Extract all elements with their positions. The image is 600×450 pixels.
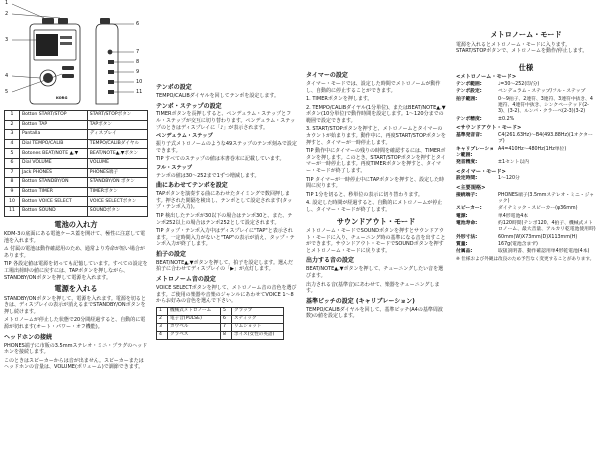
timer-step: 1. TIMERボタンを押します。	[306, 96, 373, 103]
parts-cell: STANDBY/ON ボタン	[87, 178, 147, 188]
spec-key: 外形寸法:	[456, 234, 478, 240]
parts-cell: 11	[5, 206, 20, 216]
parts-cell: ディスプレイ	[87, 130, 147, 140]
parts-cell: TIMERボタン	[87, 187, 147, 197]
battery-warning: ⚠ 付属の電池は動作確認用のため、通常より寿命が短い場合があります。	[4, 246, 145, 259]
callout-7: 7	[136, 49, 140, 55]
spec-key: スピーカー:	[456, 206, 482, 212]
spec-footnote: ※ 仕様および外観は改良のため予告なく変更することがあります。	[456, 256, 595, 262]
parts-cell: 7	[5, 168, 20, 178]
parts-row	[5, 149, 148, 159]
battery-title: 電池の入れ方	[54, 219, 98, 229]
spec-key: 拍子範囲:	[456, 96, 478, 102]
spec-main-rows	[456, 193, 596, 256]
parts-row	[5, 120, 148, 130]
timer-step: TIP タイマーが一時停止中にTAPボタンを押すと、設定した時間に戻ります。	[306, 176, 445, 190]
spec-row	[456, 221, 596, 234]
device-illustration	[4, 0, 148, 110]
timer-step: 2. TEMPO/CALIBダイヤル(1分単位)、またはBEAT/NOTE▲,▼ボタン(10分単位)で動作時間を設定します。1～120分までの範囲で設定できます。	[306, 104, 446, 124]
callout-1: 1	[5, 0, 9, 6]
parts-cell: 4	[5, 139, 20, 149]
spec-row	[456, 242, 596, 248]
spec-value: A4=410Hz～480Hz(1Hz単位)	[498, 146, 567, 152]
spec-value: 167g(電池含まず)	[498, 241, 538, 247]
spec-row	[456, 133, 596, 146]
parts-cell: Botones BEAT/NOTE ▲,▼	[20, 149, 88, 159]
voice-cell: 5	[221, 307, 232, 315]
parts-table	[4, 110, 148, 217]
parts-cell: Botton SOUND	[20, 206, 88, 216]
spec-key: テンポ範囲:	[456, 82, 482, 88]
callout-2: 2	[5, 11, 9, 17]
spec-sound-head: <サウンドアウト・モード>	[456, 125, 522, 132]
spec-value: PHONES端子(3.5mmステレオ・ミニ・ジャック)	[498, 192, 595, 204]
spec-value: ペンデュラム・ステップ/フル・ステップ	[498, 89, 586, 95]
spec-row	[456, 147, 596, 160]
spec-row	[456, 206, 596, 212]
spec-metro-head: <メトロノーム・モード>	[456, 74, 517, 81]
column-parts	[4, 0, 148, 373]
spec-row	[456, 249, 596, 255]
parts-cell: BEAT/NOTE▲,▼ボタン	[87, 149, 147, 159]
parts-cell: Dial TEMPO/CALIB	[20, 139, 88, 149]
timer-title: タイマーの設定	[306, 72, 348, 79]
voice-row	[157, 331, 284, 339]
headphone-text: PHONES端子に市販の3.5mmステレオ・ミニ・プラグのヘッドホンを接続します。	[4, 342, 148, 356]
parts-row	[5, 206, 148, 216]
spec-key: 発音精度:	[456, 160, 478, 166]
pendulum-title: ペンデュラム・ステップ	[156, 133, 213, 140]
beat-text: BEAT/NOTE▲,▼ボタンを押して、拍子を設定します。選んだ拍子に合わせてディスプレイの「▶」が点灯します。	[156, 259, 294, 273]
callout-4: 4	[5, 73, 9, 79]
metronome-diagram	[4, 0, 148, 110]
parts-cell: Botton START/STOP	[20, 111, 88, 121]
parts-cell: TAPボタン	[87, 120, 147, 130]
pendulum-tip: TIP すべてのステップの値は本書巻末に記載しています。	[156, 156, 285, 163]
model-label: KDM-3	[40, 26, 52, 30]
spec-key: テンポ設定:	[456, 89, 482, 95]
mode-text: 電源を入れるとメトロノーム・モードに入ります。START/STOPボタンで、メトロノームを動作/停止します。	[456, 41, 588, 55]
callout-10: 10	[136, 79, 143, 85]
parts-row	[5, 168, 148, 178]
parts-cell: Botton VOICE SELECT	[20, 197, 88, 207]
spec-metro-rows	[456, 82, 596, 123]
voice-cell: 機械式メトロノーム	[168, 307, 221, 315]
parts-cell: Dial VOLUME	[20, 158, 88, 168]
soundout-tune: 出力される音(基準音)にあわせて、楽器をチューニングします。	[306, 281, 440, 295]
tempo-title: テンポの設定	[156, 84, 192, 91]
spec-value: 単4形電池4本	[498, 213, 529, 219]
full-text: テンポの値は30～252まで1ずつ増減します。	[156, 172, 260, 179]
tempo-text: TEMPO/CALIBダイヤルを回してテンポを設定します。	[156, 92, 279, 99]
parts-cell: VOICE SELECTボタン	[87, 197, 147, 207]
parts-cell: SOUNDボタン	[87, 206, 147, 216]
voice-cell: 電子音(PULSE)	[168, 315, 221, 323]
callout-9: 9	[136, 69, 140, 75]
voice-cell: カウベル	[168, 323, 221, 331]
soundout-text: BEAT/NOTE▲,▼ボタンを押して、チューニングしたい音を選びます。	[306, 266, 444, 279]
callout-11: 11	[136, 89, 143, 95]
sound-text: メトロノーム・モードでSOUNDボタンを押すとサウンドアウト・モードに入り、チューニング時の基準になる音を出すことができます。サウンドアウト・モードでSOUNDボタンを押すとメトロノーム・モードに戻ります。	[306, 228, 446, 254]
spec-key: 質量:	[456, 241, 468, 247]
parts-row	[5, 130, 148, 140]
spec-key: 電源:	[456, 213, 468, 219]
parts-row	[5, 187, 148, 197]
spec-value: ダイナミック・スピーカー(φ36mm)	[498, 206, 578, 212]
voice-cell: スティック	[232, 315, 284, 323]
spec-row	[456, 235, 596, 241]
spec-value: 0～9拍子、2連符、3連符、3連符中抜き、4連符、4連符中抜き、シンクペーテッド(2-3)、(3-2)、ルンバ・クラーベ(2-3)(3-2)	[498, 96, 593, 115]
pitch-title: 基準ピッチの設定 (キャリブレーション)	[306, 297, 415, 305]
pendulum-text: 振り子式メトロノームのような49ステップのテンポ刻みで設定できます。	[156, 141, 297, 154]
voice-cell: クラップ	[232, 307, 284, 315]
spec-value: ±1セント以内	[498, 160, 530, 166]
voice-table	[156, 307, 284, 340]
voice-row	[157, 307, 284, 315]
column-timer	[306, 0, 446, 322]
parts-cell: TEMPO/CALIBダイヤル	[87, 139, 147, 149]
spec-key: 接続端子:	[456, 192, 478, 198]
parts-row	[5, 158, 148, 168]
parts-cell: Botton STANDBY/ON	[20, 178, 88, 188]
spec-timer-rows	[456, 176, 596, 182]
parts-cell: START/STOPボタン	[87, 111, 147, 121]
parts-row	[5, 139, 148, 149]
battery-text: KDM-3の底面にある電池ケース蓋を開けて、極性に注意して電池を入れます。	[4, 231, 146, 244]
parts-cell: 2	[5, 120, 20, 130]
power-text: STANDBY/ONボタンを押して、電源を入れます。電源を切るときは、ディスプレイの表示が消えるまでSTANDBY/ONボタンを押し続けます。	[4, 295, 146, 315]
parts-cell: VOLUME	[87, 158, 147, 168]
spec-row	[456, 82, 596, 88]
spec-row	[456, 160, 596, 166]
parts-cell: 6	[5, 158, 20, 168]
spec-value: 1～120分	[498, 176, 520, 182]
tap-text: TAPボタンを演奏する曲にあわせたタイミングで数回押します。押された間隔を検出し、テンポとして設定されます(タップ・テンポ入力)。	[156, 191, 293, 211]
voice-row	[157, 315, 284, 323]
spec-row	[456, 214, 596, 220]
voice-text: VOICE SELECTボタンを押して、メトロノーム音の音色を選びます。ご使用の楽器や音楽のジャンルにあわせてVOICE 1～8からお好みの音色を選んで下さい。	[156, 284, 297, 305]
voice-cell: リムショット	[232, 323, 284, 331]
voice-cell: 8	[221, 331, 232, 339]
mode-title: メトロノーム・モード	[490, 30, 562, 39]
spec-value: 約120時間(テンポ120、4拍子、機械式メトロノーム、最大音量、アルカリ乾電池使用時)	[498, 220, 596, 233]
parts-row	[5, 111, 148, 121]
tap-tip-range: TIP 検出したテンポが30以下の場合はテンポ30と、また、テンポ252以上の場合はテンポ252として設定されます。	[156, 212, 293, 226]
timer-step: TIP 動作中にタイマーの残りの時間を確認するには、TIMERボタンを押します。このとき、START/STOPボタンを押すとタイマーが一時停止します。再度TIMERボタンを押すと、タイマー・モードが終了します。	[306, 148, 446, 175]
spec-row	[456, 176, 596, 182]
spec-value: 取扱説明書、動作確認用単4形乾電池(4本)	[498, 249, 590, 255]
callout-6: 6	[136, 21, 140, 27]
parts-cell: Pantalla	[20, 130, 88, 140]
callout-8: 8	[136, 59, 140, 65]
timer-text: タイマー・モードでは、設定した時間でメトロノームが動作し、自動的に停止することができます。	[306, 80, 441, 94]
power-title: 電源を入れる	[54, 284, 98, 294]
spec-title: 仕様	[518, 62, 534, 72]
voice-cell: 6	[221, 315, 232, 323]
spec-key: 付属品:	[456, 249, 473, 255]
power-auto-off: メトロノームが停止した状態で20分間経過すると、自動的に電源が切れます(オート・パワー・オフ機能)。	[4, 317, 146, 331]
parts-cell: 10	[5, 197, 20, 207]
column-tempo	[156, 0, 297, 342]
parts-cell: 3	[5, 130, 20, 140]
timer-step: 4. 設定した時間が経過すると、自動的にメトロノームが停止し、タイマー・モードが終了します。	[306, 200, 443, 213]
parts-cell: PHONES端子	[87, 168, 147, 178]
parts-row	[5, 197, 148, 207]
voice-cell: 1	[157, 307, 168, 315]
voice-cell: クラベス	[168, 331, 221, 339]
timer-steps	[306, 96, 446, 214]
spec-value: 60mm(W)X73mm(D)X113mm(H)	[498, 234, 578, 240]
soundout-title: 出力する音の設定	[306, 257, 355, 265]
full-title: フル・ステップ	[156, 164, 193, 171]
voice-row	[157, 323, 284, 331]
step-text: TIMERボタンを長押しすると、ペンデュラム・ステップとフル・ステップが交互に切り替わります。ペンデュラム・ステップのときはディスプレイに「♪」が表示されます。	[156, 111, 296, 131]
spec-row	[456, 193, 596, 206]
spec-key: 電池寿命:	[456, 220, 478, 226]
voice-cell: 3	[157, 323, 168, 331]
parts-row	[5, 178, 148, 188]
spec-sound-rows	[456, 133, 596, 167]
spec-row	[456, 117, 596, 123]
pitch-text: TEMPO/CALIBダイヤルを回して、基準ピッチ(A4の基準周波数)の値を設定します。	[306, 306, 443, 320]
parts-cell: Botton TAP	[20, 120, 88, 130]
sound-title: サウンドアウト・モード	[336, 216, 416, 226]
timer-step: TIP 1分を切ると、秒単位の表示に切り替わります。	[306, 191, 423, 198]
spec-key: キャリブレーション範囲:	[456, 146, 494, 158]
spec-main-head: <主要規格>	[456, 184, 486, 191]
spec-value: ±0.2%	[498, 116, 515, 122]
parts-cell: Botton TIMER	[20, 187, 88, 197]
callout-5: 5	[5, 89, 9, 95]
spec-key: 基準発音音:	[456, 132, 482, 138]
voice-cell: 4	[157, 331, 168, 339]
spec-key: 設定時間:	[456, 176, 478, 182]
voice-cell: 7	[221, 323, 232, 331]
battery-tip: TIP 各設定値は電源を切っても記憶しています。すべての設定を工場出荷時の値に戻すには、TAPボタンを押しながら、STANDBY/ONボタンを押して電源を入れます。	[4, 261, 148, 281]
brand-logo: KORG	[56, 96, 68, 100]
headphone-volume: このときはスピーカーからは音が出ません。スピーカーまたはヘッドホンの音量は、VOLUME(ボリューム)で調節できます。	[4, 357, 144, 371]
parts-cell: 5	[5, 149, 20, 159]
parts-cell: 9	[5, 187, 20, 197]
spec-key: テンポ精度:	[456, 116, 482, 122]
beat-title: 拍子の設定	[156, 250, 187, 258]
parts-cell: 8	[5, 178, 20, 188]
parts-cell: Jack PHONES	[20, 168, 88, 178]
callout-3: 3	[5, 37, 9, 43]
spec-row	[456, 97, 596, 116]
spec-value: ♩=30～252(印/分)	[498, 82, 540, 88]
timer-step: 3. START/STOPボタンを押すと、メトロノームとタイマーのカウントが始まります。動作中に、再度START/STOPボタンを押すと、タイマーが一時停止します。	[306, 126, 446, 146]
headphone-title: ヘッドホンの接続	[4, 333, 53, 341]
spec-value: C4(261.63Hz)～B4(493.88Hz)(1オクターブ)	[498, 132, 593, 145]
voice-cell: 2	[157, 315, 168, 323]
tap-title: 曲にあわせてテンポを設定	[156, 182, 228, 190]
voice-cell: ボイス(女性の英語)	[232, 331, 284, 339]
spec-row	[456, 89, 596, 95]
step-title: テンポ・ステップの設定	[156, 102, 222, 110]
parts-cell: 1	[5, 111, 20, 121]
tap-tip-display: TIP タップ・テンポ入力中はディスプレイに"TAP"と表示されます。一定時間入力がないと"TAP"の表示が消え、タップ・テンポ入力が終了します。	[156, 228, 295, 248]
spec-timer-head: <タイマー・モード>	[456, 168, 506, 175]
column-specs	[456, 0, 596, 265]
voice-title: メトロノーム音の設定	[156, 276, 216, 284]
